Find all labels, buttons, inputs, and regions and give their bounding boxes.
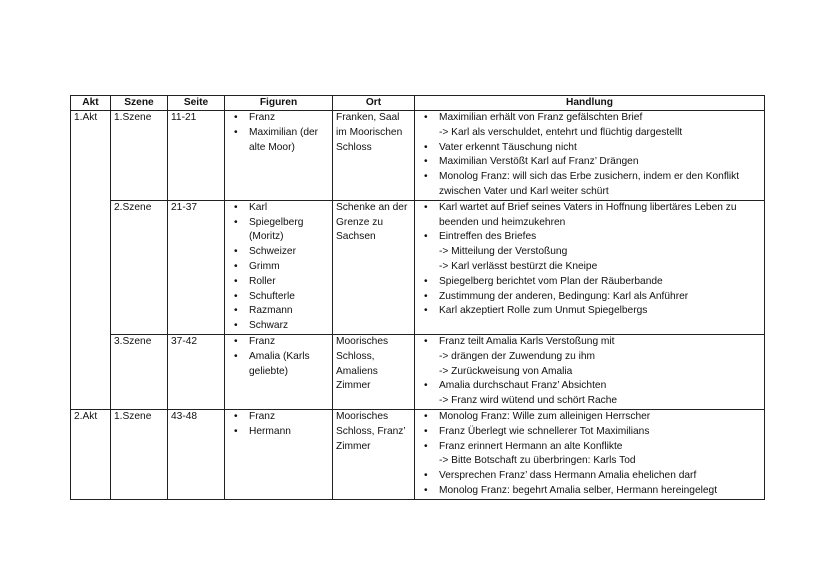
list-item: • Franz erinnert Hermann an alte Konflikte xyxy=(418,440,761,455)
list-item: • Amalia (Karls geliebte) xyxy=(228,350,329,380)
cell-figuren xyxy=(225,111,333,201)
list-item: • Zustimmung der anderen, Bedingung: Karl als Anführer xyxy=(418,290,761,305)
list-item: • Versprechen Franz’ dass Hermann Amalia ehelichen darf xyxy=(418,469,761,484)
list-item: • Monolog Franz: Wille zum alleinigen Herrscher xyxy=(418,410,761,425)
list-item: • Schwarz xyxy=(228,319,329,334)
cell-ort: Schenke an der Grenze zu Sachsen xyxy=(333,200,415,334)
list-item: • Karl akzeptiert Rolle zum Unmut Spiegelbergs xyxy=(418,304,761,319)
list-item: -> Karl als verschuldet, entehrt und flüchtig dargestellt xyxy=(439,126,683,138)
list-item: • Maximilian erhält von Franz gefälschten Brief xyxy=(418,111,761,126)
list-item: • Spiegelberg (Moritz) xyxy=(228,216,329,246)
cell-szene: 3.Szene xyxy=(111,334,168,409)
header-akt: Akt xyxy=(71,96,111,111)
cell-akt: 1.Akt xyxy=(71,111,111,410)
cell-figuren xyxy=(225,409,333,499)
list-item: • Amalia durchschaut Franz’ Absichten xyxy=(418,379,761,394)
header-seite: Seite xyxy=(168,96,225,111)
list-item: • Franz xyxy=(228,410,329,425)
list-item: • Grimm xyxy=(228,260,329,275)
cell-szene: 2.Szene xyxy=(111,200,168,334)
header-handlung: Handlung xyxy=(415,96,765,111)
list-item: • Franz teilt Amalia Karls Verstoßung mit xyxy=(418,335,761,350)
list-item: • Franz xyxy=(228,111,329,126)
list-item: • Schweizer xyxy=(228,245,329,260)
list-item: • Monolog Franz: begehrt Amalia selber, Hermann hereingelegt xyxy=(418,484,761,499)
list-item: • Monolog Franz: will sich das Erbe zusichern, indem er den Konflikt zwischen Vater und Karl weiter schürt xyxy=(418,170,761,200)
cell-seite: 37-42 xyxy=(168,334,225,409)
cell-handlung xyxy=(415,409,765,499)
header-ort: Ort xyxy=(333,96,415,111)
cell-ort: Moorisches Schloss, Amaliens Zimmer xyxy=(333,334,415,409)
table-row xyxy=(71,409,765,499)
cell-szene: 1.Szene xyxy=(111,111,168,201)
cell-seite: 21-37 xyxy=(168,200,225,334)
list-item: • Schufterle xyxy=(228,290,329,305)
table-row xyxy=(71,334,765,409)
header-szene: Szene xyxy=(111,96,168,111)
cell-ort: Moorisches Schloss, Franz’ Zimmer xyxy=(333,409,415,499)
cell-akt: 2.Akt xyxy=(71,409,111,499)
cell-szene: 1.Szene xyxy=(111,409,168,499)
table-row xyxy=(71,200,765,334)
list-item: • Hermann xyxy=(228,425,329,440)
cell-seite: 11-21 xyxy=(168,111,225,201)
list-item: • Razmann xyxy=(228,304,329,319)
cell-ort: Franken, Saal im Moorischen Schloss xyxy=(333,111,415,201)
cell-figuren xyxy=(225,200,333,334)
list-item: -> Karl verlässt bestürzt die Kneipe xyxy=(439,260,598,272)
list-item: • Franz Überlegt wie schnellerer Tot Maximilians xyxy=(418,425,761,440)
cell-handlung xyxy=(415,200,765,334)
cell-handlung xyxy=(415,111,765,201)
cell-figuren xyxy=(225,334,333,409)
list-item: -> Zurückweisung von Amalia xyxy=(439,365,573,377)
cell-handlung xyxy=(415,334,765,409)
list-item: • Franz xyxy=(228,335,329,350)
table-row xyxy=(71,111,765,201)
list-item: • Maximilian (der alte Moor) xyxy=(228,126,329,156)
scene-overview-table xyxy=(70,95,765,500)
list-item: -> drängen der Zuwendung zu ihm xyxy=(439,350,596,362)
list-item: • Eintreffen des Briefes xyxy=(418,230,761,245)
list-item: • Karl wartet auf Brief seines Vaters in Hoffnung libertäres Leben zu beenden und heimzukehren xyxy=(418,201,761,231)
list-item: -> Mitteilung der Verstoßung xyxy=(439,246,568,258)
list-item: • Roller xyxy=(228,275,329,290)
list-item: -> Bitte Botschaft zu überbringen: Karls Tod xyxy=(439,455,636,467)
header-row xyxy=(71,96,765,111)
list-item: • Maximilian Verstößt Karl auf Franz’ Drängen xyxy=(418,155,761,170)
list-item: • Spiegelberg berichtet vom Plan der Räuberbande xyxy=(418,275,761,290)
list-item: • Karl xyxy=(228,201,329,216)
list-item: • Vater erkennt Täuschung nicht xyxy=(418,141,761,156)
list-item: -> Franz wird wütend und schört Rache xyxy=(439,395,618,407)
cell-seite: 43-48 xyxy=(168,409,225,499)
header-figuren: Figuren xyxy=(225,96,333,111)
